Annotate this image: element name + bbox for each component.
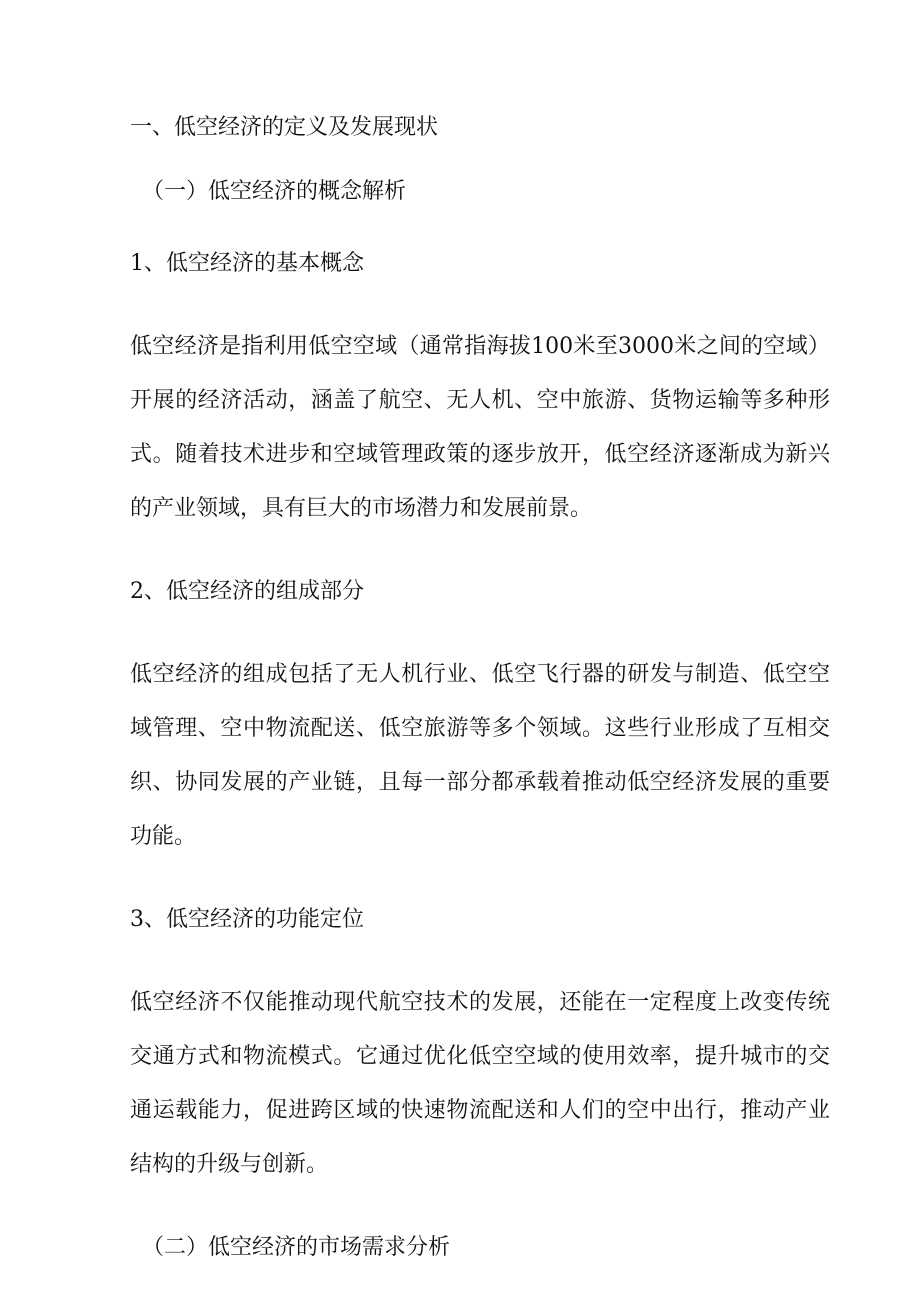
topic-heading-components: 2、低空经济的组成部分: [130, 579, 364, 604]
section-heading-1: 一、低空经济的定义及发展现状: [130, 115, 439, 140]
document-content: [130, 108, 830, 1300]
paragraph-function-positioning: 低空经济不仅能推动现代航空技术的发展，还能在一定程度上改变传统交通方式和物流模式。它通过优化低空空域的使用效率，提升城市的交通运载能力，促进跨区域的快速物流配送和人们的空中出行，推动产业结构的升级与创新。: [130, 990, 830, 1177]
paragraph-components: 低空经济的组成包括了无人机行业、低空飞行器的研发与制造、低空空域管理、空中物流配送、低空旅游等多个领域。这些行业形成了互相交织、协同发展的产业链，且每一部分都承载着推动低空经济发展的重要功能。: [130, 662, 830, 849]
topic-heading-basic-concept: 1、低空经济的基本概念: [130, 251, 364, 276]
topic-heading-function-positioning: 3、低空经济的功能定位: [130, 907, 364, 932]
paragraph-basic-concept: 低空经济是指利用低空空域（通常指海拔100米至3000米之间的空域）开展的经济活动，涵盖了航空、无人机、空中旅游、货物运输等多种形式。随着技术进步和空域管理政策的逐步放开，低空经济逐渐成为新兴的产业领域，具有巨大的市场潜力和发展前景。: [130, 334, 830, 521]
subsection-heading-2: （二）低空经济的市场需求分析: [142, 1235, 451, 1260]
subsection-heading-1: （一）低空经济的概念解析: [142, 179, 407, 204]
